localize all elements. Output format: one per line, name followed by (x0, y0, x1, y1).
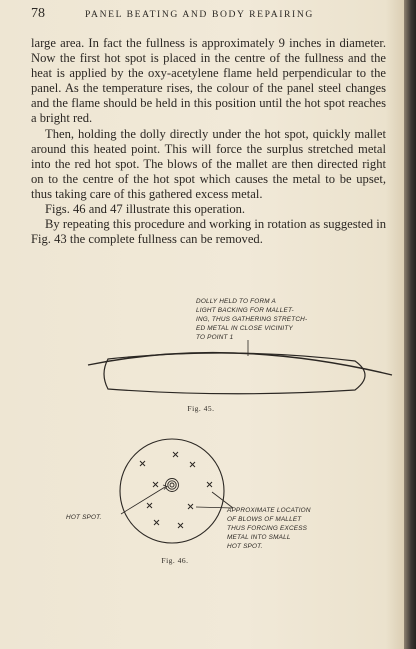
blows-label (226, 507, 311, 550)
hot-spot-leader (121, 487, 165, 514)
dolly-shape (104, 353, 365, 394)
paragraph: Then, holding the dolly directly under the hot spot, quickly mallet around this heated point. This will force the surplus stretched metal into the red hot spot. The blows of the mallet are then directed right on to the centre of the hot spot which causes the metal to be upset, thus taking care of this gathered excess metal. (31, 126, 386, 201)
fullness-circle (120, 439, 224, 543)
blows-label-line: THUS FORCING EXCESS (227, 525, 308, 532)
fig45-label-line: ING, THUS GATHERING STRETCH- (196, 316, 308, 323)
blow-leader-1 (212, 492, 233, 508)
fig45-label-line: LIGHT BACKING FOR MALLET- (196, 307, 294, 314)
paragraph: large area. In fact the fullness is approximately 9 inches in diameter. Now the first hot spot is placed in the centre of the fullness and the heat is applied by the oxy-acetylene flame held perpendicular to the panel. As the temperature rises, the colour of the panel steel changes and the flame should be held in this position until the hot spot reaches a bright red. (31, 36, 386, 126)
fig45-label-line: DOLLY HELD TO FORM A (196, 298, 276, 305)
paragraph: Figs. 46 and 47 illustrate this operation. (45, 202, 246, 217)
figure-46 (66, 439, 311, 565)
fig45-label-line: TO POINT 1 (196, 334, 234, 341)
blows-label-line: APPROXIMATE LOCATION (227, 507, 311, 514)
running-head: PANEL BEATING AND BODY REPAIRING (85, 9, 314, 20)
page-number: 78 (31, 6, 45, 21)
page-edge-shadow (404, 0, 416, 649)
figure-45 (88, 298, 392, 413)
hot-spot-label: HOT SPOT. (66, 514, 102, 521)
blows-label-line: HOT SPOT. (227, 543, 263, 550)
fig45-label-line: ED METAL IN CLOSE VICINITY (196, 325, 293, 332)
fig45-caption: Fig. 45. (187, 404, 215, 413)
blows-label-line: METAL INTO SMALL (227, 534, 291, 541)
fig45-label (196, 298, 307, 341)
paragraph: By repeating this procedure and working in rotation as suggested in Fig. 43 the complete fullness can be removed. (31, 217, 386, 247)
blows-label-line: OF BLOWS OF MALLET (227, 516, 302, 523)
hot-spot (166, 479, 179, 492)
fig46-caption: Fig. 46. (161, 556, 189, 565)
